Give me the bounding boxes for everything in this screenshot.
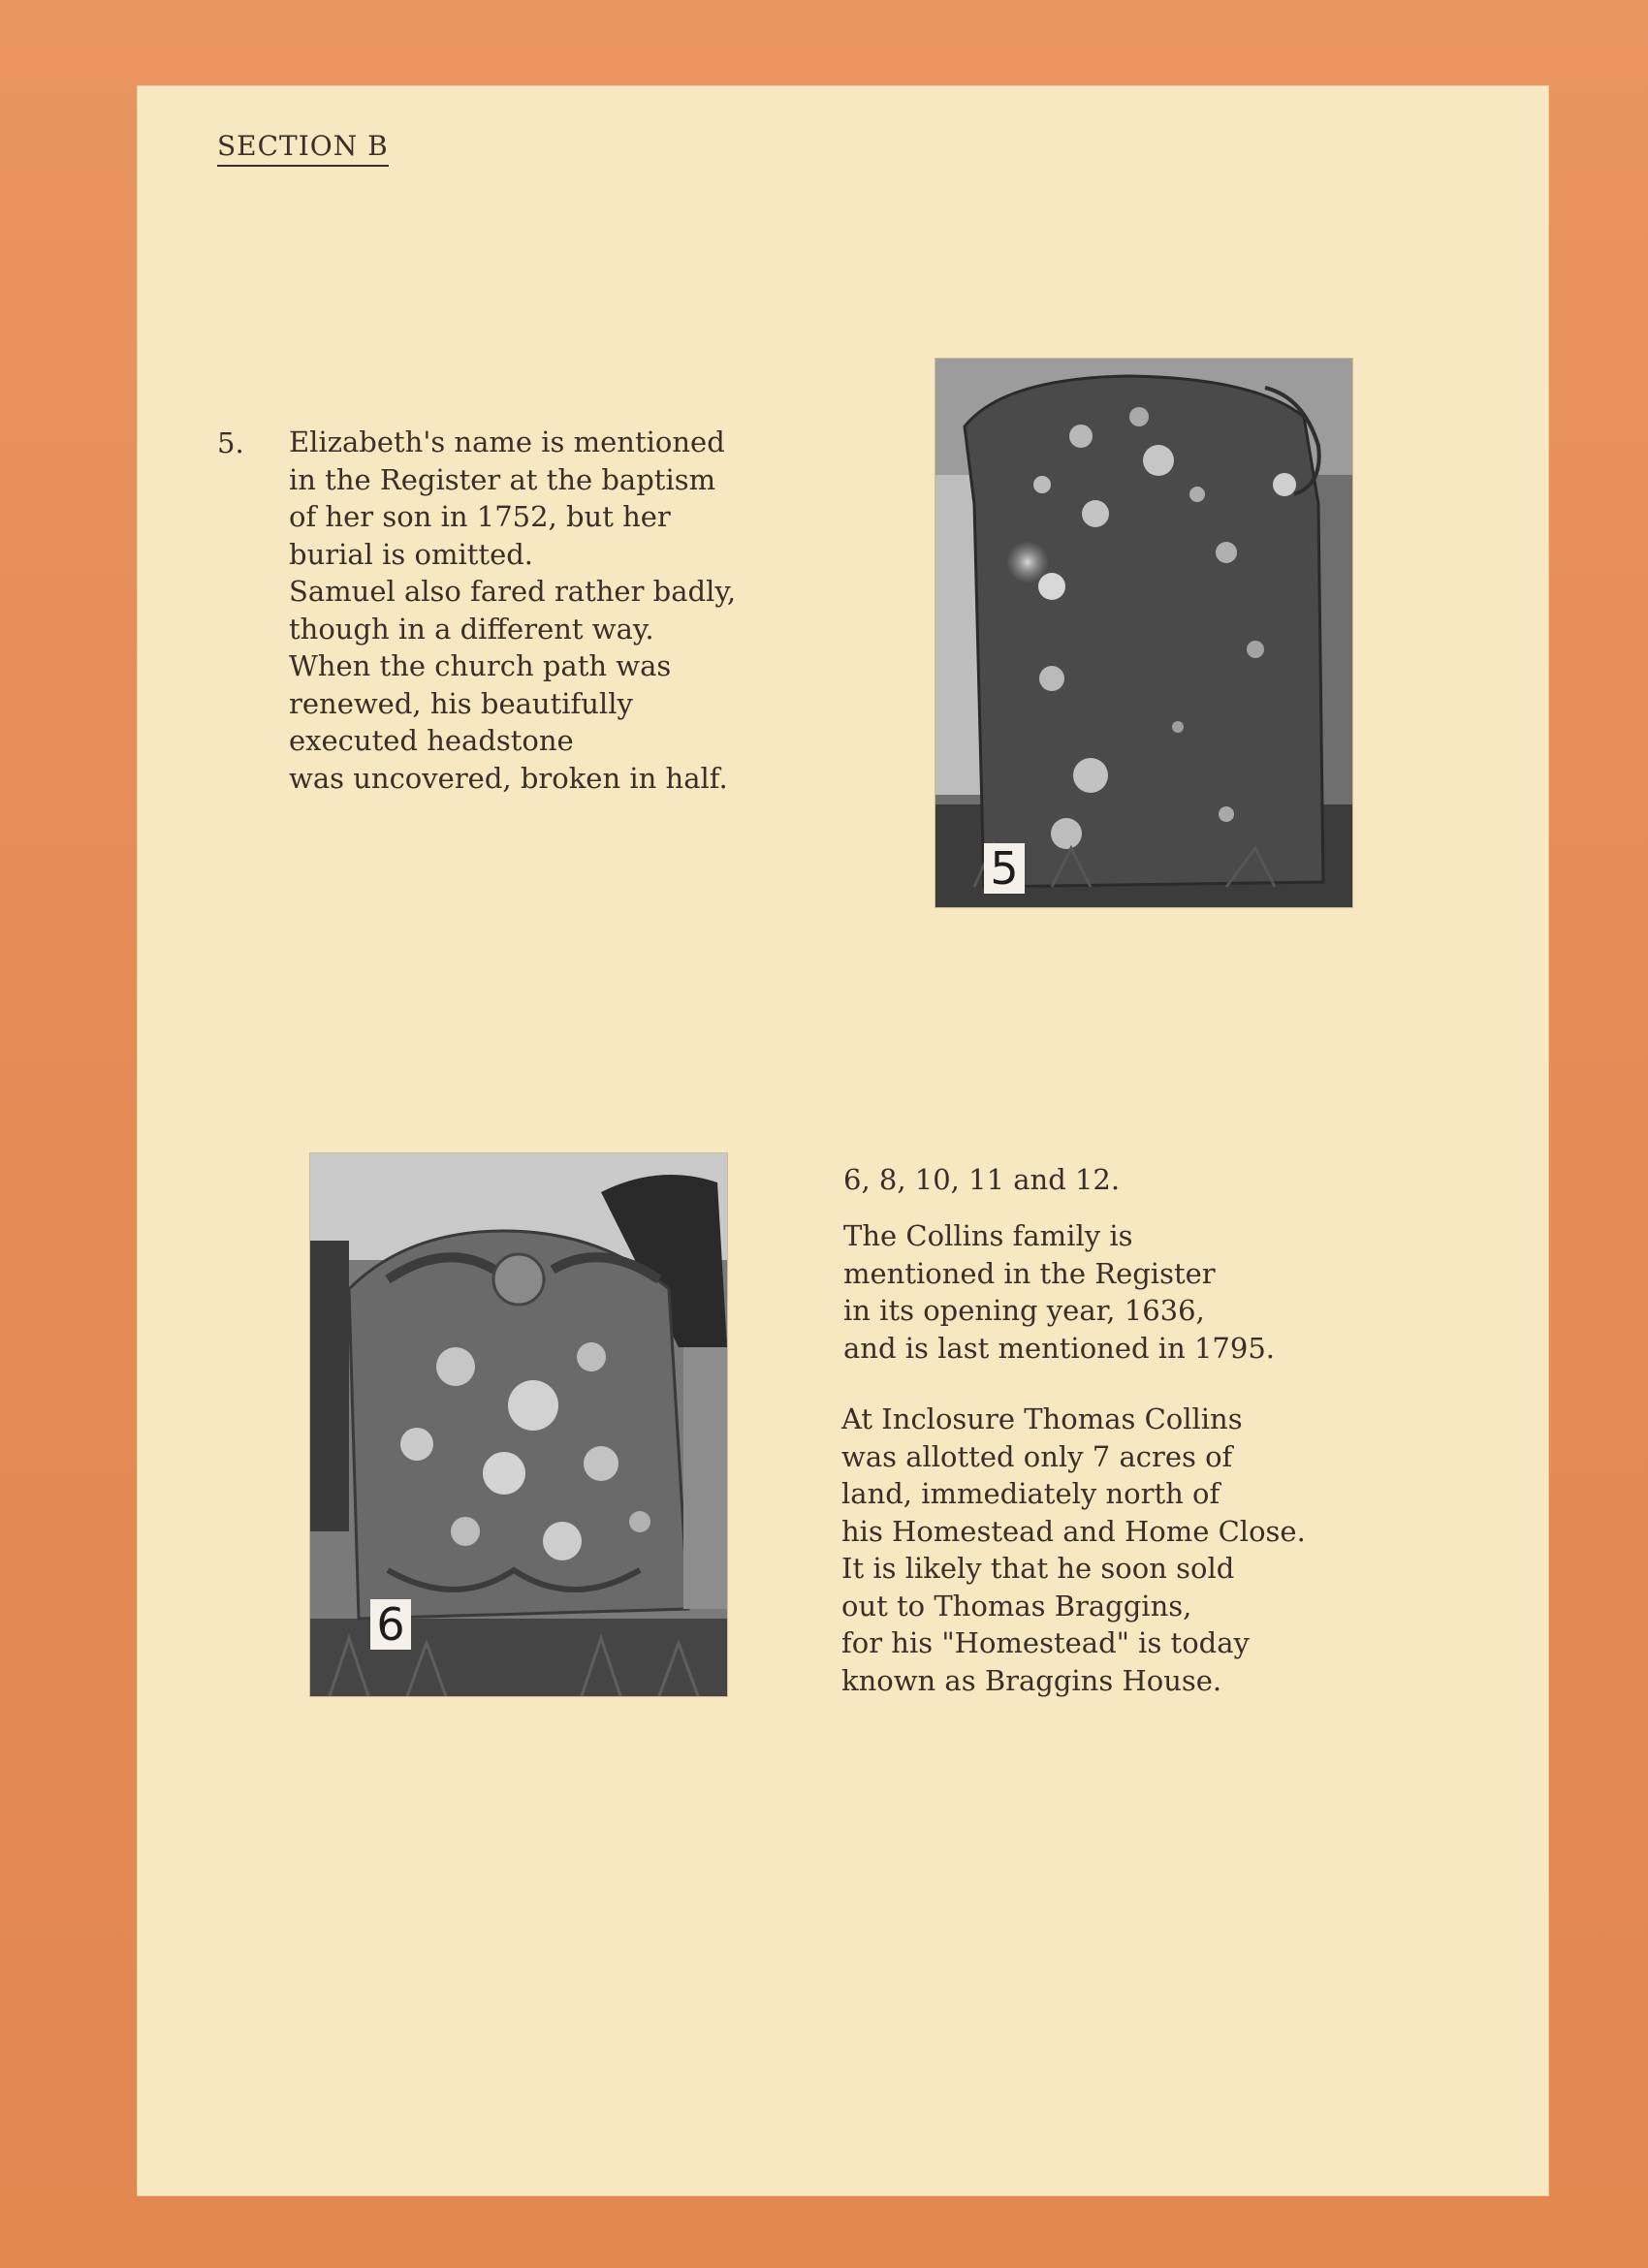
entry-5-line: Elizabeth's name is mentioned [289,425,725,458]
entry-6-paragraph-1 [843,1217,1275,1367]
entry-5-line: was uncovered, broken in half. [289,761,728,795]
entry-6-line: and is last mentioned in 1795. [843,1331,1275,1365]
entry-5-text [289,424,736,797]
entry-6-line: was allotted only 7 acres of [841,1439,1233,1473]
entry-5-line: of her son in 1752, but her [289,500,671,533]
entry-6-line: out to Thomas Braggins, [841,1589,1192,1622]
entry-6-line: land, immediately north of [841,1477,1220,1510]
entry-5-line: executed headstone [289,724,574,757]
entry-6-heading: 6, 8, 10, 11 and 12. [843,1163,1121,1196]
entry-6-line: The Collins family is [843,1219,1133,1252]
entry-5-line: burial is omitted. [289,537,534,571]
entry-6-line: At Inclosure Thomas Collins [841,1402,1243,1435]
entry-6-line: his Homestead and Home Close. [841,1514,1306,1548]
entry-6-line: mentioned in the Register [843,1256,1216,1290]
entry-5-line: in the Register at the baptism [289,462,716,496]
entry-6-line: known as Braggins House. [841,1663,1222,1697]
entry-5-line: Samuel also fared rather badly, [289,575,737,608]
photo-5-number-card: 5 [984,843,1025,894]
entry-5-line: though in a different way. [289,612,654,646]
headstone-5-image [935,359,1352,907]
headstone-photo-6 [310,1153,727,1696]
entry-6-line: in its opening year, 1636, [843,1294,1205,1327]
section-heading: SECTION B [217,130,389,167]
entry-5-line: When the church path was [289,649,672,682]
entry-6-paragraph-2 [841,1401,1306,1699]
photo-6-number-card: 6 [370,1599,411,1650]
entry-5-number: 5. [217,426,244,459]
headstone-photo-5 [935,359,1352,907]
entry-6-line: for his "Homestead" is today [841,1626,1250,1659]
entry-6-line: It is likely that he soon sold [841,1552,1235,1585]
entry-5-line: renewed, his beautifully [289,686,633,720]
